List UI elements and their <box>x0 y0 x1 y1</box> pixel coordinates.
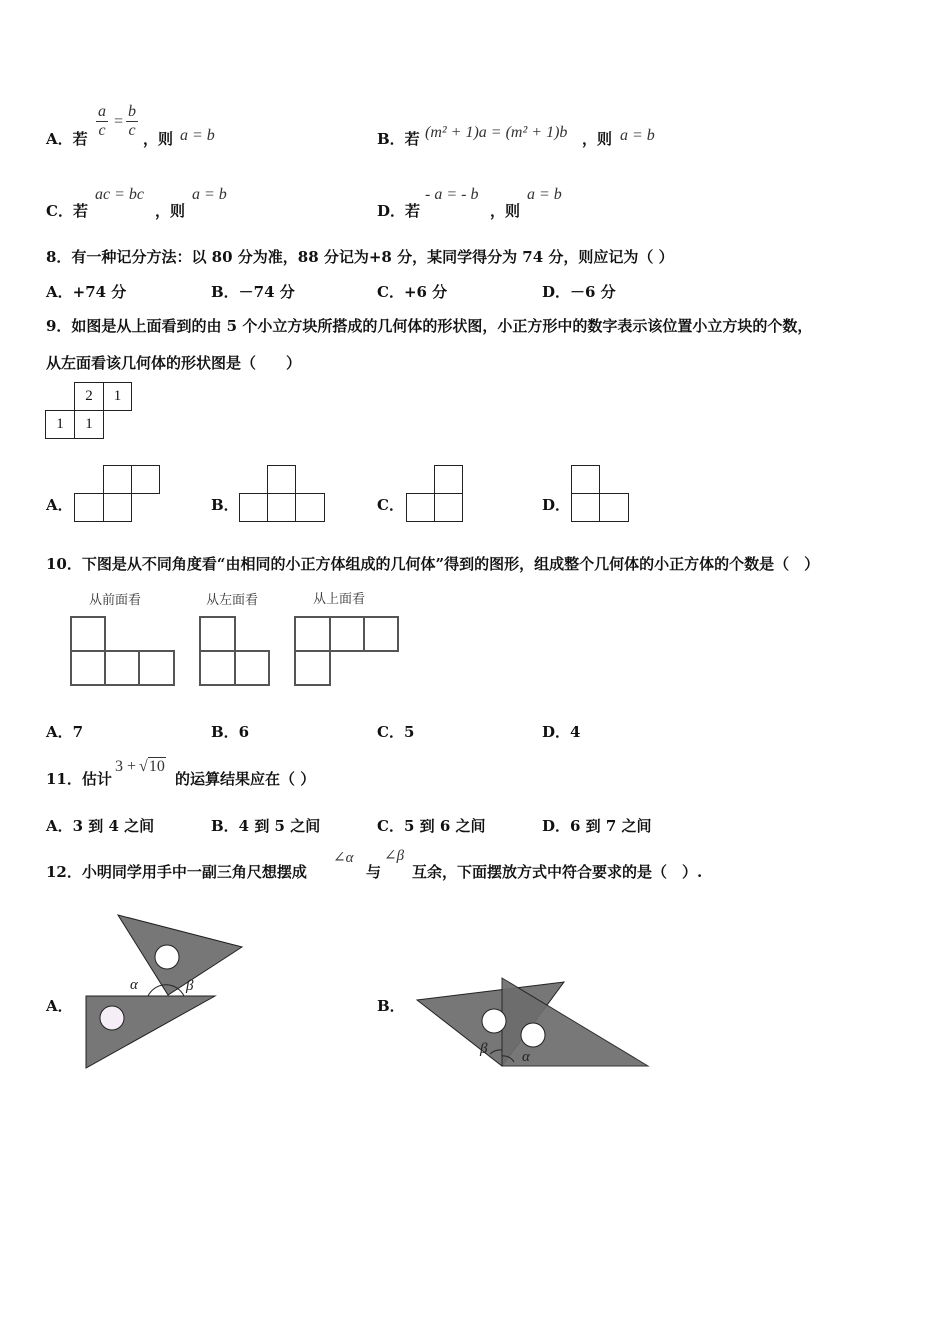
view-caption-top: 从上面看 <box>313 592 366 607</box>
square <box>70 650 106 686</box>
square <box>199 650 236 686</box>
q9-option-b[interactable]: B． <box>211 496 239 514</box>
q8-stem: 8．有一种记分方法：以 80 分为准，88 分记为+8 分，某同学得分为 74 分，则应记为（ ） <box>46 248 674 266</box>
square <box>571 493 600 522</box>
q11-option-b[interactable]: B．4 到 5 之间 <box>211 817 321 835</box>
view-caption-front: 从前面看 <box>89 593 142 608</box>
condition-expr: (m² + 1)a = (m² + 1)b <box>425 124 568 141</box>
q7-option-d[interactable]: D．若 <box>377 202 421 220</box>
square <box>138 650 175 686</box>
denominator: c <box>128 122 136 139</box>
then-text: ，则 <box>582 130 613 148</box>
beta-label: β <box>480 1041 488 1057</box>
q10-stem: 10．下图是从不同角度看“由相同的小正方体组成的几何体”得到的图形，组成整个几何体的小正方体的个数是（ ） <box>46 555 820 573</box>
then-text: ，则 <box>143 130 174 148</box>
square <box>267 493 296 522</box>
ruler-hole <box>482 1009 506 1033</box>
square <box>103 465 132 494</box>
q10-option-b[interactable]: B．6 <box>211 723 250 741</box>
condition-expr: - a = - b <box>425 186 479 203</box>
square <box>131 465 160 494</box>
square <box>74 493 104 522</box>
q12-option-a[interactable]: A． <box>46 997 73 1015</box>
radicand: 10 <box>148 758 165 775</box>
triangle-ruler <box>86 996 215 1068</box>
option-label: A．若 <box>46 130 88 148</box>
result-expr: a = b <box>527 186 562 203</box>
square <box>104 650 140 686</box>
result-expr: a = b <box>620 127 655 144</box>
square <box>103 493 132 522</box>
square <box>434 493 463 522</box>
q11-stem-pre: 11．估计 <box>46 770 112 788</box>
q9-option-c[interactable]: C． <box>377 496 404 514</box>
q10-option-a[interactable]: A．7 <box>46 723 84 741</box>
square <box>363 616 399 652</box>
fraction-b-over-c <box>126 103 138 140</box>
q10-option-d[interactable]: D．4 <box>542 723 581 741</box>
square <box>294 616 331 652</box>
square <box>571 465 600 494</box>
numerator: a <box>98 103 106 120</box>
grid-cell: 2 <box>74 382 104 411</box>
q9-stem-line2: 从左面看该几何体的形状图是（ ） <box>46 354 302 372</box>
condition-expr: ac = bc <box>95 186 144 203</box>
radical-expression <box>115 758 166 776</box>
denominator: c <box>98 122 106 139</box>
q8-option-d[interactable]: D．－6 分 <box>542 283 616 301</box>
alpha-label: α <box>522 1049 530 1065</box>
equals-sign: = <box>113 113 124 130</box>
square <box>234 650 270 686</box>
angle-alpha-label: ∠α <box>333 850 354 866</box>
ruler-hole <box>155 945 179 969</box>
q12-figure-a <box>80 910 250 1072</box>
q8-option-a[interactable]: A．+74 分 <box>46 283 127 301</box>
q8-option-c[interactable]: C．+6 分 <box>377 283 448 301</box>
square <box>70 616 106 652</box>
q12-stem-post: 互余，下面摆放方式中符合要求的是（ ）. <box>412 863 703 881</box>
q9-option-a[interactable]: A． <box>46 496 73 514</box>
fraction-a-over-c <box>96 103 108 140</box>
result-expr: a = b <box>180 127 215 144</box>
grid-cell: 1 <box>103 382 132 411</box>
numerator: b <box>128 103 136 120</box>
q9-option-d[interactable]: D． <box>542 496 571 514</box>
q11-option-d[interactable]: D．6 到 7 之间 <box>542 817 652 835</box>
square <box>434 465 463 494</box>
then-text: ，则 <box>490 202 521 220</box>
q7-option-c[interactable]: C．若 <box>46 202 88 220</box>
q12-stem-mid: 与 <box>366 863 382 881</box>
q9-stem-line1: 9．如图是从上面看到的由 5 个小立方块所搭成的几何体的形状图，小正方形中的数字表示该位置小立方块的个数， <box>46 317 813 335</box>
expr-term: 3 + <box>115 758 137 775</box>
alpha-label: α <box>130 977 138 993</box>
grid-cell: 1 <box>45 410 75 439</box>
square <box>599 493 629 522</box>
square <box>295 493 325 522</box>
square <box>267 465 296 494</box>
view-caption-left: 从左面看 <box>206 593 259 608</box>
square <box>199 616 236 652</box>
q8-option-b[interactable]: B．－74 分 <box>211 283 295 301</box>
q11-stem-post: 的运算结果应在（ ） <box>175 770 316 788</box>
result-expr: a = b <box>192 186 227 203</box>
q7-option-a[interactable] <box>46 128 88 149</box>
then-text: ，则 <box>155 202 186 220</box>
sqrt-icon: √ <box>139 758 148 775</box>
ruler-hole <box>521 1023 545 1047</box>
square <box>294 650 331 686</box>
ruler-hole <box>100 1006 124 1030</box>
q7-option-b[interactable]: B．若 <box>377 130 420 148</box>
q12-figure-b <box>410 972 655 1072</box>
beta-label: β <box>186 978 194 994</box>
square <box>406 493 435 522</box>
q11-option-c[interactable]: C．5 到 6 之间 <box>377 817 486 835</box>
square <box>329 616 365 652</box>
grid-cell: 1 <box>74 410 104 439</box>
q11-option-a[interactable]: A．3 到 4 之间 <box>46 817 155 835</box>
square <box>239 493 268 522</box>
q12-option-b[interactable]: B． <box>377 997 405 1015</box>
q10-option-c[interactable]: C．5 <box>377 723 415 741</box>
q12-stem-pre: 12．小明同学用手中一副三角尺想摆成 <box>46 863 307 881</box>
angle-beta-label: ∠β <box>384 848 405 864</box>
